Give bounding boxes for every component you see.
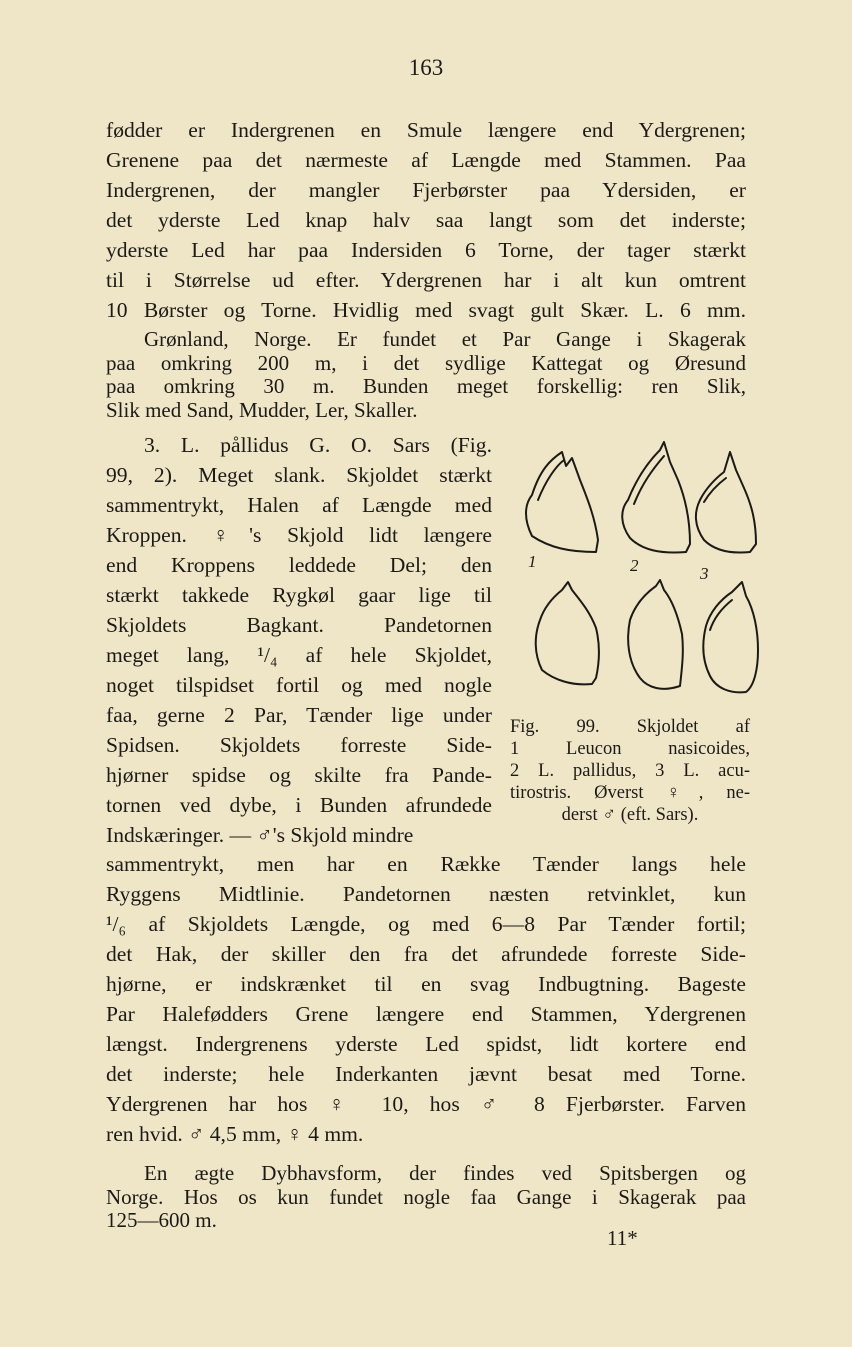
text-line: Grenene paa det nærmeste af Længde med Stammen. Paa — [106, 148, 746, 172]
text-line: 99, 2). Meget slank. Skjoldet stærkt — [106, 463, 492, 487]
text-line: sammentrykt, Halen af Længde med — [106, 493, 492, 517]
text-line: det Hak, der skiller den fra det afrundede forreste Side- — [106, 942, 746, 966]
text-line: 125—600 m. — [106, 1208, 217, 1232]
text-line: Kroppen. ♀'s Skjold lidt længere — [106, 523, 492, 547]
text-line: Indergrenen, der mangler Fjerbørster paa Ydersiden, er — [106, 178, 746, 202]
text-line: det yderste Led knap halv saa langt som det inderste; — [106, 208, 746, 232]
carapace-2-male-outline — [628, 580, 683, 689]
text-line: Grønland, Norge. Er fundet et Par Gange i Skagerak — [144, 327, 746, 351]
text-line: fødder er Indergrenen en Smule længere end Ydergrenen; — [106, 118, 746, 142]
text-line: sammentrykt, men har en Række Tænder langs hele — [106, 852, 746, 876]
caption-line: tirostris. Øverst ♀, ne- — [510, 783, 750, 803]
caption-line: 2 L. pallidus, 3 L. acu- — [510, 761, 750, 781]
carapace-2-female-outline — [622, 442, 690, 552]
text-line: paa omkring 200 m, i det sydlige Kattegat og Øresund — [106, 350, 746, 375]
caption-line: Fig. 99. Skjoldet af — [510, 717, 750, 737]
text-line: Slik med Sand, Mudder, Ler, Skaller. — [106, 397, 418, 422]
carapace-1-male-outline — [536, 582, 599, 684]
text-line: tornen ved dybe, i Bunden afrundede — [106, 793, 492, 817]
carapace-1-female-detail — [538, 460, 564, 500]
species-description-left-column — [106, 430, 492, 850]
text-line: stærkt takkede Rygkøl gaar lige til — [106, 583, 492, 607]
paragraph-continued — [106, 115, 746, 325]
caption-line: 1 Leucon nasicoides, — [510, 739, 750, 759]
text-line: længst. Indergrenens yderste Led spidst, lidt kortere end — [106, 1032, 746, 1056]
paragraph-deep-sea — [106, 1162, 746, 1233]
text-line: det inderste; hele Inderkanten jævnt besat med Torne. — [106, 1062, 746, 1086]
text-line: paa omkring 30 m. Bunden meget forskellig: ren Slik, — [106, 374, 746, 398]
figure-label-1: 1 — [528, 552, 537, 571]
text-line: Ryggens Midtlinie. Pandetornen næsten retvinklet, kun — [106, 882, 746, 906]
text-line: faa, gerne 2 Par, Tænder lige under — [106, 703, 492, 727]
text-line: til i Størrelse ud efter. Ydergrenen har i alt kun omtrent — [106, 268, 746, 292]
species-description-continued — [106, 849, 746, 1149]
signature-mark: 11* — [607, 1226, 638, 1250]
figure-caption — [510, 716, 750, 826]
carapace-3-female-detail — [704, 478, 726, 502]
paragraph-distribution — [106, 328, 746, 422]
text-line: Skjoldets Bagkant. Pandetornen — [106, 613, 492, 637]
text-line: end Kroppens leddede Del; den — [106, 553, 492, 577]
text-line: ¹/₆ af Skjoldets Længde, og med 6—8 Par Tænder fortil; — [106, 912, 746, 936]
figure-99-carapace-drawings — [510, 440, 760, 710]
text-line: meget lang, ¹/₄ af hele Skjoldet, — [106, 643, 492, 667]
text-line: Norge. Hos os kun fundet nogle faa Gange i Skagerak paa — [106, 1184, 746, 1209]
text-line: En ægte Dybhavsform, der findes ved Spitsbergen og — [144, 1161, 746, 1185]
text-line: Par Halefødders Grene længere end Stammen, Ydergrenen — [106, 1002, 746, 1026]
text-line: ren hvid. ♂ 4,5 mm, ♀ 4 mm. — [106, 1122, 364, 1146]
text-line: 10 Børster og Torne. Hvidlig med svagt gult Skær. L. 6 mm. — [106, 298, 746, 322]
text-line: noget tilspidset fortil og med nogle — [106, 673, 492, 697]
figure-label-3: 3 — [700, 564, 709, 583]
text-line: Indskæringer. — ♂'s Skjold mindre — [106, 823, 414, 847]
carapace-3-male-detail — [710, 600, 732, 630]
text-line: yderste Led har paa Indersiden 6 Torne, der tager stærkt — [106, 238, 746, 262]
text-line: Spidsen. Skjoldets forreste Side- — [106, 733, 492, 757]
page-number: 163 — [408, 55, 444, 80]
figure-label-2: 2 — [630, 556, 639, 575]
text-line: hjørne, er indskrænket til en svag Indbugtning. Bageste — [106, 972, 746, 996]
text-line: Ydergrenen har hos ♀ 10, hos ♂ 8 Fjerbørster. Farven — [106, 1092, 746, 1116]
caption-line: derst ♂ (eft. Sars). — [561, 805, 699, 825]
carapace-3-male-outline — [703, 582, 758, 692]
text-line: 3. L. pållidus G. O. Sars (Fig. — [144, 433, 492, 457]
text-line: hjørner spidse og skilte fra Pande- — [106, 763, 492, 787]
carapace-1-female-outline — [526, 452, 598, 552]
